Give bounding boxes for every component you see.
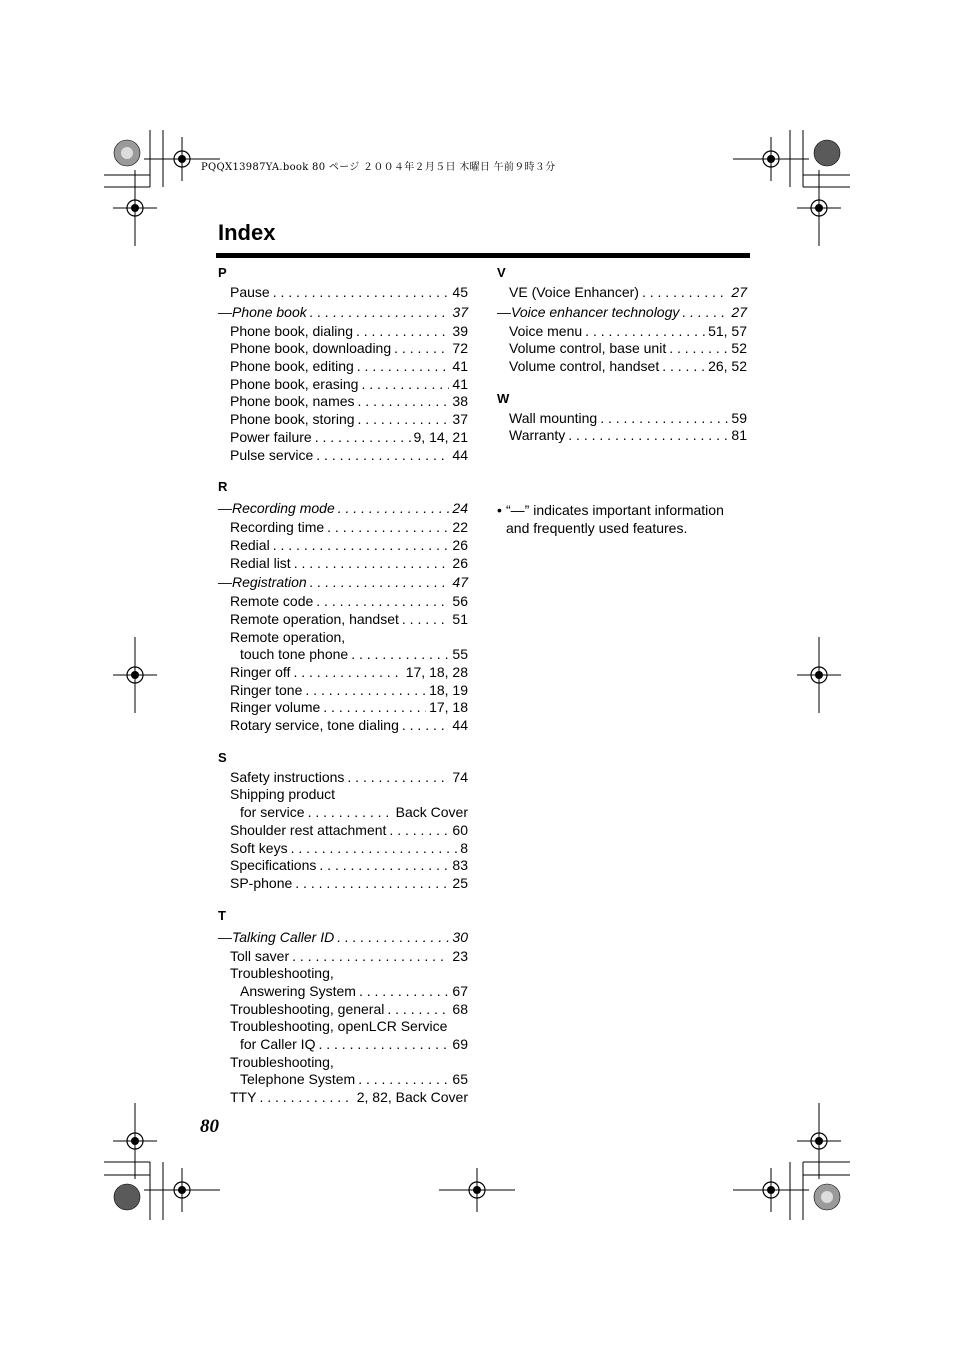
- entry-pages: 44: [452, 446, 468, 463]
- entry-pages: 2, 82, Back Cover: [356, 1089, 468, 1106]
- entry-label: Phone book, storing: [230, 411, 355, 428]
- entry-label: Phone book, dialing: [230, 322, 353, 339]
- index-entry: [218, 699, 468, 717]
- print-header-line: PQQX13987YA.book 80 ページ ２００４年２月５日 木曜日 午前９時３分: [201, 162, 556, 173]
- entry-label: Redial list: [230, 554, 291, 571]
- entry-label: Ringer tone: [230, 681, 303, 698]
- entry-pages: 52: [731, 340, 747, 357]
- index-entry: [218, 323, 468, 341]
- index-entry-heading: Troubleshooting, openLCR Service: [230, 1018, 448, 1035]
- index-entry: [218, 1071, 468, 1089]
- entry-pages: 39: [452, 322, 468, 339]
- index-entry-heading: Troubleshooting,: [230, 965, 334, 982]
- dot-leader: [323, 699, 426, 717]
- index-entry: [218, 1036, 468, 1054]
- index-entry: [218, 804, 468, 822]
- registration-mark-left: [113, 637, 157, 713]
- dot-leader: [389, 822, 449, 840]
- index-section-t: [218, 905, 468, 1107]
- index-entry-heading: Shipping product: [230, 786, 336, 803]
- entry-label: for service: [240, 804, 305, 821]
- dot-leader: [295, 875, 449, 893]
- entry-pages: 27: [731, 303, 747, 320]
- title-rule: [216, 253, 750, 258]
- entry-label: —Voice enhancer technology: [497, 303, 680, 320]
- index-column-left: [218, 262, 468, 1119]
- entry-pages: 74: [452, 768, 468, 785]
- dot-leader: [259, 1089, 353, 1107]
- entry-pages: 38: [452, 393, 468, 410]
- index-entry: [497, 358, 747, 376]
- entry-pages: 41: [452, 375, 468, 392]
- entry-label: Power failure: [230, 428, 312, 445]
- entry-pages: 26: [452, 554, 468, 571]
- index-entry: [218, 822, 468, 840]
- dot-leader: [347, 769, 449, 787]
- entry-label: Soft keys: [230, 839, 288, 856]
- entry-label: Voice menu: [509, 322, 583, 339]
- entry-label: —Registration: [218, 574, 307, 591]
- entry-pages: 45: [452, 284, 468, 300]
- index-entry: [497, 410, 747, 428]
- entry-label: Redial: [230, 536, 270, 553]
- entry-label: Troubleshooting, general: [230, 1000, 385, 1017]
- entry-pages: 72: [452, 340, 468, 357]
- entry-pages: 51, 57: [708, 322, 747, 339]
- index-entry: [218, 358, 468, 376]
- index-entry: [218, 769, 468, 787]
- entry-label: TTY: [230, 1089, 257, 1106]
- index-entry: [218, 393, 468, 411]
- entry-label: Specifications: [230, 857, 317, 874]
- dot-leader: [402, 717, 450, 735]
- index-entry: [497, 427, 747, 445]
- entry-pages: 67: [452, 982, 468, 999]
- entry-pages: 18, 19: [429, 681, 468, 698]
- entry-pages: 8: [460, 839, 468, 856]
- entry-label: Pulse service: [230, 446, 314, 463]
- entry-pages: 65: [452, 1071, 468, 1088]
- dot-leader: [358, 411, 450, 429]
- dot-leader: [337, 927, 449, 948]
- index-entry: [218, 927, 468, 948]
- entry-label: Volume control, handset: [509, 358, 660, 375]
- entry-pages: 17, 18, 28: [405, 664, 468, 680]
- entry-label: for Caller IQ: [240, 1036, 316, 1052]
- dot-leader: [305, 682, 426, 700]
- index-entry: [218, 284, 468, 302]
- entry-label: —Talking Caller ID: [218, 928, 335, 945]
- entry-pages: 26: [452, 536, 468, 553]
- index-section-s: [218, 747, 468, 893]
- index-entry: [497, 323, 747, 341]
- entry-pages: 9, 14, 21: [413, 428, 468, 445]
- dot-leader: [316, 447, 449, 465]
- section-letter: W: [497, 390, 510, 406]
- entry-label: Answering System: [240, 982, 356, 999]
- entry-pages: 69: [452, 1036, 468, 1052]
- entry-pages: 25: [452, 874, 468, 891]
- index-column-right: [497, 262, 747, 457]
- crop-mark-top-left: [104, 130, 220, 246]
- entry-label: Phone book, erasing: [230, 375, 359, 392]
- index-section-w: [497, 388, 747, 445]
- crop-mark-top-right: [733, 130, 850, 246]
- index-entry: [497, 302, 747, 323]
- dot-leader: [642, 284, 728, 302]
- index-entry: [218, 411, 468, 429]
- entry-label: Toll saver: [230, 947, 290, 964]
- dot-leader: [294, 555, 450, 573]
- entry-label: Remote operation, handset: [230, 610, 399, 627]
- page-title: Index: [218, 220, 276, 245]
- index-section-v: [497, 262, 747, 376]
- dot-leader: [310, 302, 450, 323]
- entry-label: Phone book, downloading: [230, 340, 392, 357]
- dot-leader: [356, 323, 449, 341]
- entry-label: Phone book, names: [230, 393, 355, 410]
- entry-pages: 83: [452, 857, 468, 874]
- dot-leader: [308, 804, 393, 822]
- index-entry: [218, 664, 468, 682]
- entry-label: Rotary service, tone dialing: [230, 717, 399, 734]
- entry-label: Recording time: [230, 519, 325, 536]
- crop-mark-bottom-right: [733, 1103, 850, 1220]
- dot-leader: [662, 358, 705, 376]
- dot-leader: [358, 1071, 449, 1089]
- entry-label: Telephone System: [240, 1071, 356, 1088]
- entry-label: Wall mounting: [509, 409, 598, 426]
- entry-pages: 26, 52: [708, 358, 747, 375]
- entry-label: Pause: [230, 284, 270, 300]
- entry-pages: 44: [452, 717, 468, 734]
- index-entry: [218, 555, 468, 573]
- section-letter: S: [218, 749, 227, 765]
- section-letter: T: [218, 907, 226, 923]
- index-entry-heading: Troubleshooting,: [230, 1053, 334, 1070]
- section-letter: R: [218, 479, 228, 495]
- entry-label: SP-phone: [230, 874, 293, 891]
- dot-leader: [568, 427, 728, 445]
- dot-leader: [293, 664, 402, 682]
- entry-pages: 47: [452, 574, 468, 591]
- index-entry: [218, 646, 468, 664]
- entry-pages: 24: [452, 500, 468, 517]
- dot-leader: [316, 593, 449, 611]
- section-letter: V: [497, 265, 506, 280]
- dot-leader: [319, 857, 449, 875]
- index-entry: [218, 447, 468, 465]
- index-entry: [218, 1089, 468, 1107]
- dot-leader: [291, 840, 458, 858]
- index-entry: [218, 983, 468, 1001]
- index-entry: [218, 429, 468, 447]
- entry-pages: 51: [452, 610, 468, 627]
- dot-leader: [669, 340, 728, 358]
- index-entry: [218, 875, 468, 893]
- section-letter: P: [218, 265, 227, 280]
- index-entry: [218, 498, 468, 519]
- dot-leader: [273, 284, 450, 302]
- index-entry: [218, 717, 468, 735]
- dot-leader: [585, 323, 705, 341]
- index-entry: [218, 537, 468, 555]
- entry-label: Ringer off: [230, 664, 291, 680]
- index-entry: [218, 340, 468, 358]
- index-entry: [497, 340, 747, 358]
- index-entry: [218, 519, 468, 537]
- dot-leader: [358, 393, 450, 411]
- entry-pages: 81: [731, 427, 747, 444]
- index-entry: [497, 284, 747, 302]
- index-entry: [218, 611, 468, 629]
- entry-pages: 37: [452, 411, 468, 428]
- entry-pages: 59: [731, 409, 747, 426]
- dot-leader: [387, 1001, 449, 1019]
- entry-label: Safety instructions: [230, 768, 345, 785]
- index-entry-heading: Remote operation,: [230, 628, 346, 645]
- entry-label: touch tone phone: [240, 646, 349, 663]
- registration-mark-bottom: [439, 1168, 515, 1212]
- dot-leader: [292, 948, 449, 966]
- index-entry: [218, 857, 468, 875]
- index-entry: [218, 302, 468, 323]
- dot-leader: [359, 983, 449, 1001]
- dot-leader: [394, 340, 449, 358]
- legend-note: [497, 502, 747, 537]
- entry-pages: 17, 18: [429, 699, 468, 716]
- dot-leader: [600, 410, 728, 428]
- index-entry: [218, 840, 468, 858]
- note-bullet: •: [497, 502, 502, 518]
- index-entry: [218, 376, 468, 394]
- dot-leader: [357, 358, 450, 376]
- dot-leader: [315, 429, 411, 447]
- entry-label: —Phone book: [218, 303, 307, 320]
- entry-label: Ringer volume: [230, 699, 321, 716]
- entry-pages: 56: [452, 593, 468, 610]
- entry-label: Shoulder rest attachment: [230, 821, 387, 838]
- dot-leader: [351, 646, 449, 664]
- entry-label: Warranty: [509, 427, 566, 444]
- index-entry: [218, 572, 468, 593]
- note-text: “—” indicates important information and frequently used features.: [506, 502, 724, 536]
- index-entry: [218, 1001, 468, 1019]
- dot-leader: [682, 302, 728, 323]
- entry-label: Remote code: [230, 593, 314, 610]
- entry-pages: 55: [452, 646, 468, 663]
- dot-leader: [318, 1036, 449, 1054]
- entry-label: —Recording mode: [218, 500, 335, 517]
- index-entry: [218, 593, 468, 611]
- entry-pages: 30: [452, 928, 468, 945]
- dot-leader: [402, 611, 450, 629]
- entry-pages: 68: [452, 1000, 468, 1017]
- registration-mark-right: [797, 637, 841, 713]
- dot-leader: [273, 537, 450, 555]
- entry-pages: 60: [452, 821, 468, 838]
- entry-label: VE (Voice Enhancer): [509, 284, 639, 300]
- index-section-r: [218, 476, 468, 735]
- entry-label: Phone book, editing: [230, 358, 354, 375]
- index-section-p: [218, 262, 468, 464]
- dot-leader: [361, 376, 449, 394]
- entry-pages: 23: [452, 947, 468, 964]
- dot-leader: [327, 519, 449, 537]
- entry-pages: Back Cover: [395, 804, 468, 821]
- dot-leader: [338, 498, 450, 519]
- index-entry: [218, 948, 468, 966]
- dot-leader: [310, 572, 450, 593]
- entry-pages: 37: [452, 303, 468, 320]
- entry-pages: 41: [452, 358, 468, 375]
- entry-label: Volume control, base unit: [509, 340, 667, 357]
- page-number: 80: [200, 1116, 219, 1137]
- entry-pages: 22: [452, 519, 468, 536]
- index-entry: [218, 682, 468, 700]
- entry-pages: 27: [731, 284, 747, 300]
